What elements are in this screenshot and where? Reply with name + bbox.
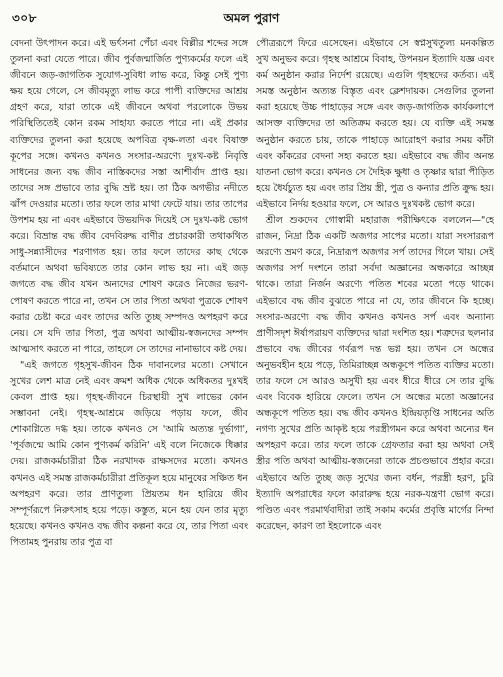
left-paragraph-1: বেদনা উৎপাদন করে। এই ভর্ৎসনা পেঁচা এবং বিল্লীর শব্দের সঙ্গে তুলনা করা যেতে পারে। জীব পুর্বজন্মার্জিত পুণ্যকর্মের ফলে এই জীবনে জড়-জাগতিক সুযোগ-সুবিধা লাভ করে, কিন্তু সেই পুণ্য ক্ষয় হয়ে গেলে, সে জীবমৃত্যু লাভ করে পাপী ব্যক্তিদের আশ্রয় গ্রহণ করে, যারা তাকে এই জীবনে অথবা পরলোকে উভয় পরিস্থিতিতেই কোন রকম সাহায্য করতে পারে না। এই প্রকার ব্যক্তিদের তুলনা করা হয়েছে অপবিত্র বৃক্ষ-লতা এবং বিষাক্ত কূপের সঙ্গে। কখনও কখনও সংসার-অরণ্যে দুঃখ-কষ্ট নিবৃত্তি সাধনের জন্য বদ্ধ জীব নাস্তিকদের সস্তা আশীর্বাদ প্রাপ্ত হয়। তাদের সঙ্গ প্রভাবে তার বুদ্ধি ভ্রষ্ট হয়। তা ঠিক অগভীর নদীতে ঝাঁপ দেওয়ার মতো। তার ফলে তার মাথা ফেটে যায়। তার তাপের উপশম হয় না এবং এইভাবে উভয়দিক দিয়েই সে দুঃখ-কষ্ট ভোগ করে। বিভ্রান্ত বদ্ধ জীব বেদবিরুদ্ধ বাণীর প্রচারকারী তথাকথিত সাধু-সন্ন্যাসীদের শরণাগত হয়। তার ফলে তাদের কাছ থেকে বর্তমানে অথবা ভবিষ্যতে তার কোন লাভ হয় না। এই জড় জগতে বদ্ধ জীব যখন অন্যদের শোষণ করেও নিজের ভরণ-পোষণ করতে পারে না, তখন সে তার পিতা অথবা পুত্রকে শোষণ করার চেষ্টা করে এবং তাদের অতি তুচ্ছ সম্পদও অপহরণ করে নেয়। সে যদি তার পিতা, পুত্র অথবা আত্মীয়-স্বজনদের সম্পদ আত্মসাৎ করতে না পারে, তাহলে সে তাদের নানাভাবে কষ্ট দেয়। <box>10 38 248 355</box>
left-column <box>10 36 248 670</box>
book-title: অমল পুরাণ <box>223 11 280 25</box>
right-paragraph-2: শ্রীল শুকদেব গোস্বামী মহারাজ পরীক্ষিৎকে বললেন—"হে রাজন, নিদ্রা ঠিক একটি অজগর সাপের মতো। যারা সংসাররূপ অরণ্যে ভ্রমণ করে, নিদ্রারূপ অজগর সর্প তাদের গিলে খায়। সেই অজগর সর্প দংশনে তারা সর্বদা অজ্ঞানের অন্ধকারে আচ্ছন্ন থাকে। তারা নির্জন অরণ্যে পতিত শবের মতো পড়ে থাকে। এইভাবে বদ্ধ জীব বুঝতে পারে না যে, তার জীবনে কি হচ্ছে। সংসার-অরণ্যে বদ্ধ জীব কখনও কখনও সর্প এবং অন্যান্য প্রাণীসদৃশ ঈর্ষাপরায়ণ ব্যক্তিদের দ্বারা দংশিত হয়। শত্রুদের ছলনার প্রভাবে বদ্ধ জীবের গর্বরূপ দন্ত ভগ্ন হয়। তখন সে অন্ধের অনুভবহীন হয়ে পড়ে, তিমিরাচ্ছন্ন অন্ধকূপে পতিত ব্যক্তির মতো। তার ফলে সে আরও অসুখী হয় এবং ধীরে ধীরে সে তার বুদ্ধি এবং বিবেক হারিয়ে ফেলে। তখন সে অন্ধের মতো অজ্ঞানের অন্ধকূপে পতিত হয়। বদ্ধ জীব কখনও ইন্দ্রিয়তৃপ্তি সাধনের অতি নগণ্য সুখের প্রতি আকৃষ্ট হয়ে পরস্ত্রীগমন করে অথবা অন্যের ধন অপহরণ করে। তার ফলে তাকে গ্রেফতার করা হয় অথবা সেই স্ত্রীর পতি অথবা আত্মীয়-স্বজনেরা তাকে প্রচণ্ডভাবে প্রহার করে। এইভাবে অতি তুচ্ছ জড় সুখের জন্য বর্ধন, পরস্ত্রী হরণ, চুরি ইত্যাদি অপরাধের ফলে কারারুদ্ধ হয়ে নরক-যন্ত্রণা ভোগ করে। পণ্ডিত এবং পরমার্থবাদীরা তাই সকাম কর্মের প্রবৃত্তি মার্গের নিন্দা করেছেন, কারণ তা ইহলোকে এবং <box>256 215 494 532</box>
running-head <box>0 10 503 26</box>
right-paragraph-1: পৌত্ররূপে ফিরে এসেছেন। এইভাবে সে স্বপ্নসুখতুল্য মনকল্পিত সুখ অনুভব করে। গৃহস্থ আশ্রমে বিবাহ, উপনয়ন ইত্যাদি যজ্ঞ এবং কর্ম অনুষ্ঠান করার নির্দেশ রয়েছে। এগুলি গৃহস্থদের কর্তব্য। এই সমস্ত অনুষ্ঠান অত্যন্ত বিস্তৃত এবং ক্লেশদায়ক। সেগুলির তুলনা করা হয়েছে উচ্চ পাহাড়ের সঙ্গে এবং জড়-জাগতিক কার্যকলাপে আসক্ত ব্যক্তিদের তা অতিক্রম করতে হয়। যে ব্যক্তি এই সমস্ত অনুষ্ঠান করতে চায়, তাকে পাহাড়ে আরোহণ করার সময় কাঁটা এবং কাঁকরের বেদনা সহ্য করতে হয়। এইভাবে বদ্ধ জীব অনন্ত যাতনা ভোগ করে। কখনও সে দৈহিক ক্ষুধা ও তৃষ্ণার দ্বারা পীড়িত হয়ে ধৈর্যচ্যুত হয় এবং তার প্রিয় স্ত্রী, পুত্র ও কন্যার প্রতি ক্রুদ্ধ হয়। এইভাবে নির্দয় হওয়ার ফলে, সে আরও দুঃখকষ্ট ভোগ করে। <box>256 38 494 210</box>
left-paragraph-2: "এই জগতে গৃহসুখ-জীবন ঠিক দাবানলের মতো। সেখানে সুখের লেশ মাত্র নেই এবং ক্রমশ অধিক থেকে অধিকতর দুঃখই কেবল প্রাপ্ত হয়। গৃহস্থ-জীবনে চিরস্থায়ী সুখ লাভের কোন সম্ভাবনা নেই। গৃহস্থ-আশ্রমে জড়িয়ে পড়ায় ফলে, জীব শোকাগ্নিতে দগ্ধ হয়। তাকে কখনও সে 'আমি অত্যন্ত দুর্ভাগা', 'পূর্বজন্মে আমি কোন পুণ্যকর্ম করিনি' এই বলে নিজেকে ধিক্কার দেয়। রাজকর্মচারীরা ঠিক নরখাদক রাক্ষসদের মতো। কখনও কখনও এই সমস্ত রাজকর্মচারীরা প্রতিকূল হয়ে মানুষের সঞ্চিত ধন অপহরণ করে। তার প্রাণতুল্য প্রিয়তম ধন হারিয়ে জীব সম্পূর্ণরূপে নিরুৎসাহ হয়ে পড়ে। কস্তুত, মনে হয় যেন তার মৃত্যু হয়েছে। কখনও কখনও বদ্ধ জীব কল্পনা করে যে, তার পিতা এবং পিতামহ পুনরায় তার পুত্র বা <box>10 359 248 548</box>
column-gutter <box>251 36 252 666</box>
page-number: ৩০৮ <box>12 11 37 25</box>
right-column <box>256 36 494 670</box>
